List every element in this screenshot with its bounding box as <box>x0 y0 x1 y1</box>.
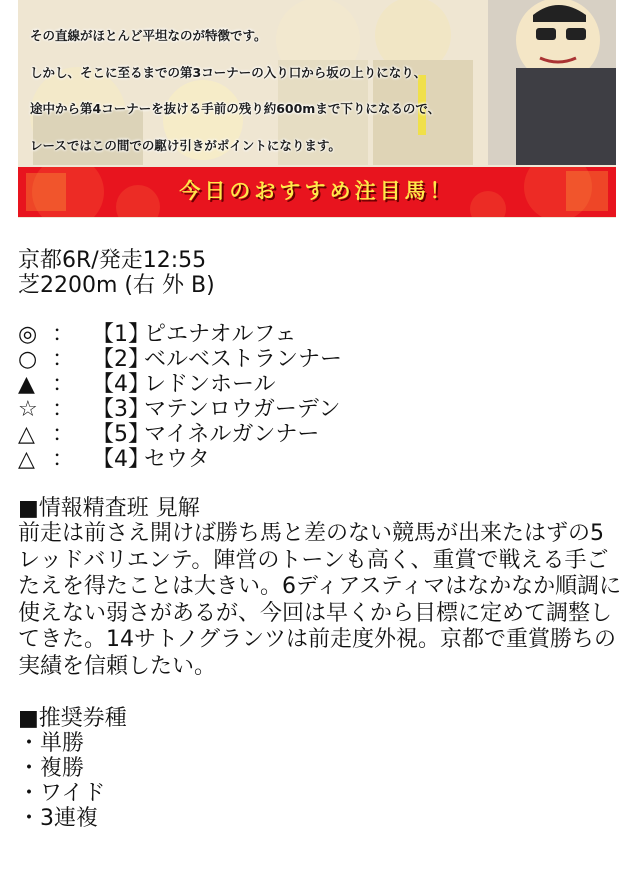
pick-row <box>18 397 628 422</box>
pick-mark: ◎ <box>18 322 38 347</box>
pick-row <box>18 347 628 372</box>
pick-horse-name: マテンロウガーデン <box>144 397 341 422</box>
pick-number: 【5】 <box>92 422 150 447</box>
pick-row <box>18 447 628 472</box>
pick-colon: ： <box>52 347 75 372</box>
recommend-title: 今日のおすすめ注目馬！ <box>179 179 455 203</box>
tickets-heading: ■推奨券種 <box>18 706 127 731</box>
banner <box>18 0 616 218</box>
pick-mark: ☆ <box>18 397 38 422</box>
pick-number: 【1】 <box>92 322 150 347</box>
pick-colon: ： <box>52 422 75 447</box>
spacer <box>18 472 628 496</box>
race-course: 芝2200m (右 外 B) <box>18 273 215 298</box>
pick-colon: ： <box>52 322 75 347</box>
pick-mark: △ <box>18 447 35 472</box>
analysis-body: 前走は前さえ開けば勝ち馬と差のない競馬が出来たはずの5レッドバリエンテ。陣営のトーンも高く、重賞で戦える手ごたえを得たことは大きい。6ディアスティマはなかなか順調に使えない弱さがあるが、今回は早くから目標に定めて調整してきた。14サトノグランツは前走度外視。京都で重賞勝ちの実績を信頼したい。 <box>18 521 622 679</box>
spacer <box>18 298 628 322</box>
banner-text-line-1: その直線がほとんど平坦なのが特徴です。 <box>30 28 267 43</box>
pick-horse-name: マイネルガンナー <box>144 422 320 447</box>
picks-list <box>18 322 628 472</box>
ticket-item: ・3連複 <box>18 806 98 831</box>
banner-text-line-3: 途中から第4コーナーを抜ける手前の残り約600mまで下りになるので、 <box>30 101 441 116</box>
spacer <box>18 680 628 706</box>
pick-row <box>18 372 628 397</box>
pick-colon: ： <box>52 447 75 472</box>
pick-horse-name: ベルベストランナー <box>144 347 343 372</box>
banner-text-line-2: しかし、そこに至るまでの第3コーナーの入り口から坂の上りになり、 <box>30 65 427 80</box>
race-info: 京都6R/発走12:55 <box>18 248 207 273</box>
pick-mark: ○ <box>18 347 38 372</box>
ticket-item: ・複勝 <box>18 756 85 781</box>
pick-colon: ： <box>52 372 75 397</box>
pick-horse-name: セウタ <box>144 447 210 472</box>
banner-strip <box>18 167 616 217</box>
analysis-heading: ■情報精査班 見解 <box>18 496 200 521</box>
pick-row <box>18 322 628 347</box>
ticket-item: ・単勝 <box>18 731 85 756</box>
pick-horse-name: ピエナオルフェ <box>144 322 297 347</box>
banner-text-line-4: レースではこの間での駆け引きがポイントになります。 <box>30 138 341 153</box>
pick-row <box>18 422 628 447</box>
ticket-item: ・ワイド <box>18 781 106 806</box>
pick-number: 【3】 <box>92 397 150 422</box>
pick-number: 【4】 <box>92 447 150 472</box>
pick-colon: ： <box>52 397 75 422</box>
main-content <box>18 248 628 831</box>
pick-horse-name: レドンホール <box>144 372 276 397</box>
pick-number: 【2】 <box>92 347 150 372</box>
pick-number: 【4】 <box>92 372 150 397</box>
pick-mark: ▲ <box>18 372 35 397</box>
pick-mark: △ <box>18 422 35 447</box>
